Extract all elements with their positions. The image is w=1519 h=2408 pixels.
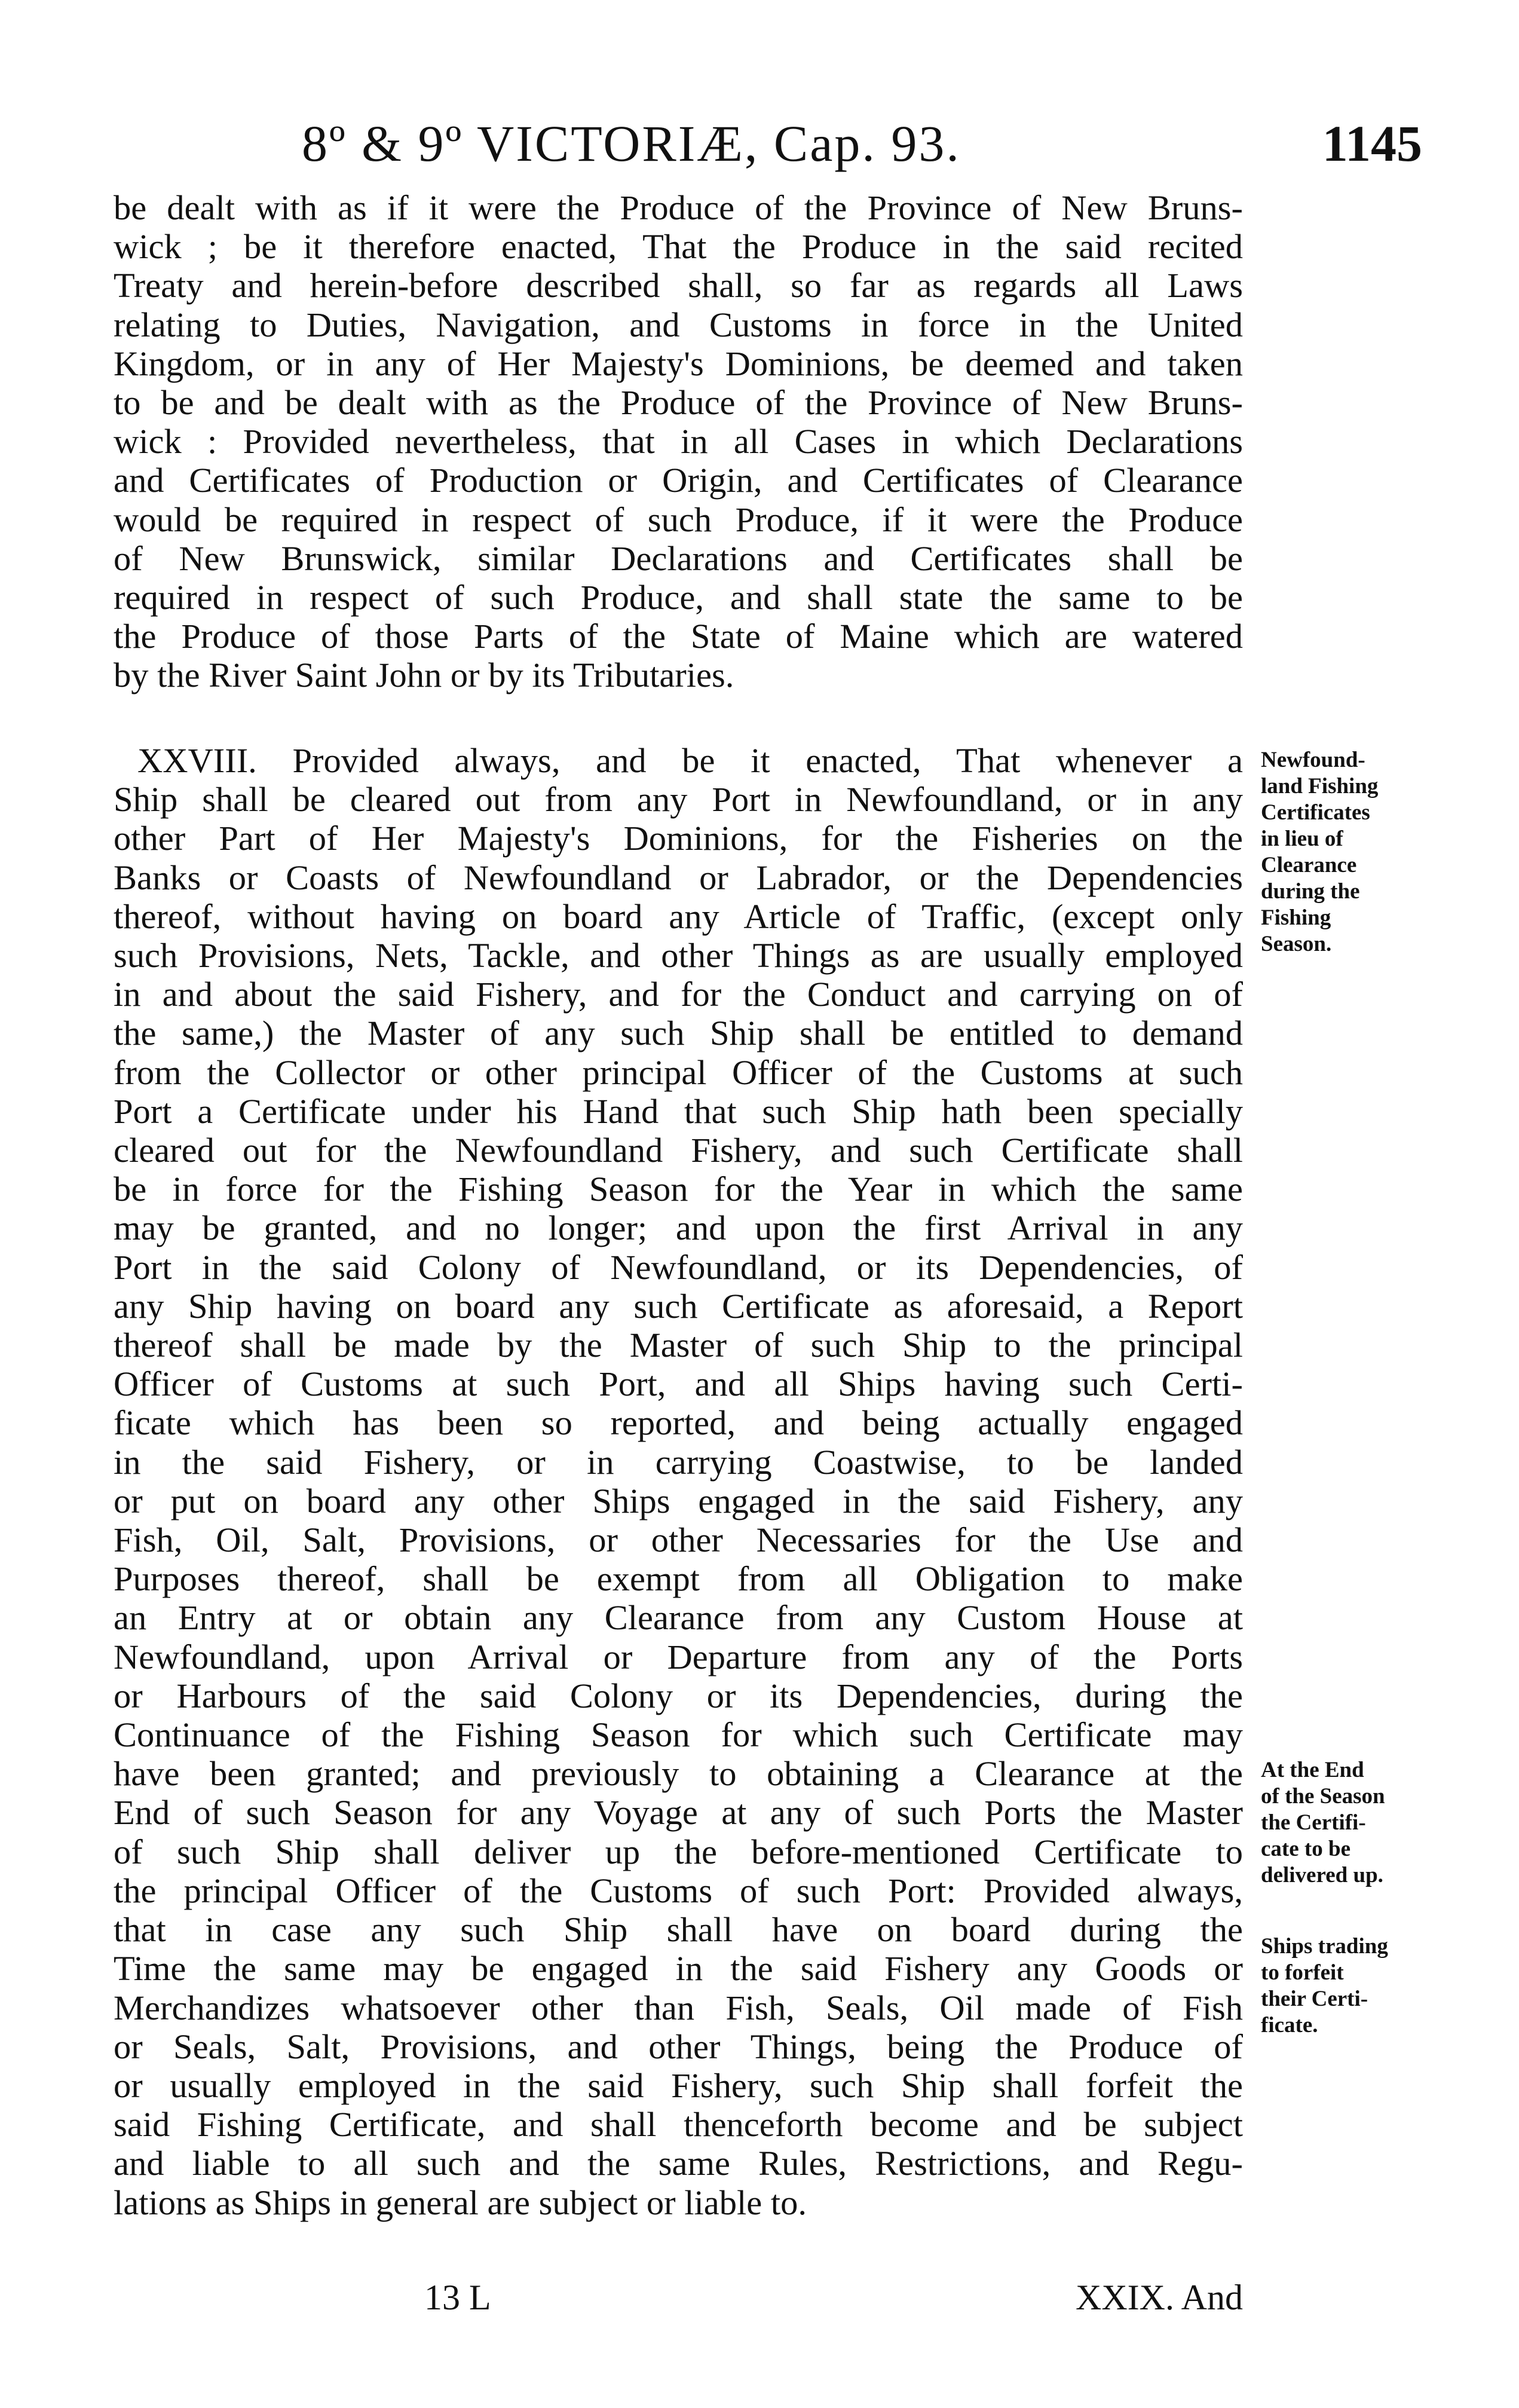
page-footer xyxy=(114,2277,1243,2325)
text-line: in and about the said Fishery, and for the Conduct and carrying on of xyxy=(114,975,1243,1014)
margin-note-fishing-certificates xyxy=(1261,747,1458,957)
text-line: of New Brunswick, similar Declarations and Certificates shall be xyxy=(114,538,1243,578)
margin-note-end-of-season xyxy=(1261,1757,1458,1889)
text-line: have been granted; and previously to obtaining a Clearance at the xyxy=(114,1754,1243,1794)
text-line: Port a Certificate under his Hand that such Ship hath been specially xyxy=(114,1091,1243,1131)
note-line: land Fishing xyxy=(1261,774,1379,798)
text-line: be in force for the Fishing Season for the Year in which the same xyxy=(114,1170,1243,1209)
text-line: Continuance of the Fishing Season for which such Certificate may xyxy=(114,1715,1243,1755)
text-line: and liable to all such and the same Rules, Restrictions, and Regu- xyxy=(114,2144,1243,2183)
text-line: wick ; be it therefore enacted, That the Produce in the said recited xyxy=(114,227,1243,267)
text-line: wick : Provided nevertheless, that in all Cases in which Declarations xyxy=(114,422,1243,461)
section-xxviii xyxy=(114,741,1243,2222)
catchword: XXIX. And xyxy=(1076,2278,1243,2317)
text-line: that in case any such Ship shall have on board during the xyxy=(114,1910,1243,1950)
note-line: At the End xyxy=(1261,1758,1364,1782)
running-title: 8º & 9º VICTORIÆ, Cap. 93. xyxy=(302,115,961,172)
page-number: 1145 xyxy=(1322,115,1422,172)
text-line: Newfoundland, upon Arrival or Departure from any of the Ports xyxy=(114,1637,1243,1676)
note-line: to forfeit xyxy=(1261,1960,1344,1985)
text-line: in the said Fishery, or in carrying Coastwise, to be landed xyxy=(114,1442,1243,1482)
text-line: other Part of Her Majesty's Dominions, for the Fisheries on the xyxy=(114,819,1243,858)
signature-mark: 13 L xyxy=(424,2278,491,2317)
text-line: cleared out for the Newfoundland Fishery, and such Certificate shall xyxy=(114,1131,1243,1170)
text-line: ficate which has been so reported, and being actually engaged xyxy=(114,1403,1243,1443)
text-line: or Seals, Salt, Provisions, and other Things, being the Produce of xyxy=(114,2027,1243,2066)
text-line: the same,) the Master of any such Ship shall be entitled to demand xyxy=(114,1014,1243,1053)
text-line: Port in the said Colony of Newfoundland, or its Dependencies, of xyxy=(114,1247,1243,1287)
text-line: from the Collector or other principal Officer of the Customs at such xyxy=(114,1052,1243,1092)
note-line: cate to be xyxy=(1261,1837,1350,1861)
note-line: Season. xyxy=(1261,932,1332,956)
note-line: of the Season xyxy=(1261,1784,1385,1809)
note-line: Fishing xyxy=(1261,905,1331,930)
text-line: or put on board any other Ships engaged in the said Fishery, any xyxy=(114,1481,1243,1520)
text-line: XXVIII. Provided always, and be it enacted, That whenever a xyxy=(137,741,1243,780)
text-line: Banks or Coasts of Newfoundland or Labrador, or the Dependencies xyxy=(114,858,1243,897)
text-line: the principal Officer of the Customs of such Port: Provided always, xyxy=(114,1871,1243,1910)
text-line: by the River Saint John or by its Tributaries. xyxy=(114,656,734,695)
text-line: the Produce of those Parts of the State of Maine which are watered xyxy=(114,617,1243,656)
text-line: End of such Season for any Voyage at any of such Ports the Master xyxy=(114,1793,1243,1832)
text-line: thereof, without having on board any Article of Traffic, (except only xyxy=(114,897,1243,936)
note-line: the Certifi- xyxy=(1261,1810,1366,1835)
note-line: their Certi- xyxy=(1261,1987,1368,2011)
note-line: delivered up. xyxy=(1261,1863,1383,1887)
paragraph-continuation xyxy=(114,188,1243,695)
text-line: thereof shall be made by the Master of such Ship to the principal xyxy=(114,1326,1243,1365)
note-line: ficate. xyxy=(1261,2013,1318,2037)
note-line: Newfound- xyxy=(1261,748,1365,772)
text-line: required in respect of such Produce, and shall state the same to be xyxy=(114,578,1243,617)
text-line: relating to Duties, Navigation, and Customs in force in the United xyxy=(114,305,1243,344)
note-line: Certificates xyxy=(1261,800,1370,825)
text-line: Officer of Customs at such Port, and all Ships having such Certi- xyxy=(114,1364,1243,1404)
text-line: or Harbours of the said Colony or its Dependencies, during the xyxy=(114,1676,1243,1715)
text-line: Time the same may be engaged in the said Fishery any Goods or xyxy=(114,1949,1243,1988)
text-line: would be required in respect of such Produce, if it were the Produce xyxy=(114,500,1243,539)
text-line: lations as Ships in general are subject or liable to. xyxy=(114,2183,807,2222)
text-line: to be and be dealt with as the Produce of the Province of New Bruns- xyxy=(114,383,1243,423)
margin-note-ships-trading xyxy=(1261,1933,1458,2039)
text-line: said Fishing Certificate, and shall thenceforth become and be subject xyxy=(114,2105,1243,2144)
text-line: and Certificates of Production or Origin, and Certificates of Clearance xyxy=(114,461,1243,500)
text-line: Fish, Oil, Salt, Provisions, or other Necessaries for the Use and xyxy=(114,1520,1243,1560)
text-line: Kingdom, or in any of Her Majesty's Dominions, be deemed and taken xyxy=(114,344,1243,383)
text-line: or usually employed in the said Fishery, such Ship shall forfeit the xyxy=(114,2066,1243,2105)
text-line: Purposes thereof, shall be exempt from all Obligation to make xyxy=(114,1559,1243,1599)
text-line: Ship shall be cleared out from any Port in Newfoundland, or in any xyxy=(114,780,1243,819)
note-line: during the xyxy=(1261,879,1360,904)
note-line: in lieu of xyxy=(1261,827,1343,851)
text-line: be dealt with as if it were the Produce of the Province of New Bruns- xyxy=(114,188,1243,227)
text-line: of such Ship shall deliver up the before-mentioned Certificate to xyxy=(114,1832,1243,1871)
text-line: such Provisions, Nets, Tackle, and other Things as are usually employed xyxy=(114,936,1243,975)
text-line: any Ship having on board any such Certificate as aforesaid, a Report xyxy=(114,1286,1243,1326)
text-line: may be granted, and no longer; and upon the first Arrival in any xyxy=(114,1208,1243,1248)
text-line: Merchandizes whatsoever other than Fish, Seals, Oil made of Fish xyxy=(114,1988,1243,2027)
text-line: an Entry at or obtain any Clearance from any Custom House at xyxy=(114,1598,1243,1638)
note-line: Ships trading xyxy=(1261,1934,1388,1959)
running-header xyxy=(120,114,1422,185)
note-line: Clearance xyxy=(1261,853,1357,877)
text-line: Treaty and herein-before described shall, so far as regards all Laws xyxy=(114,266,1243,305)
